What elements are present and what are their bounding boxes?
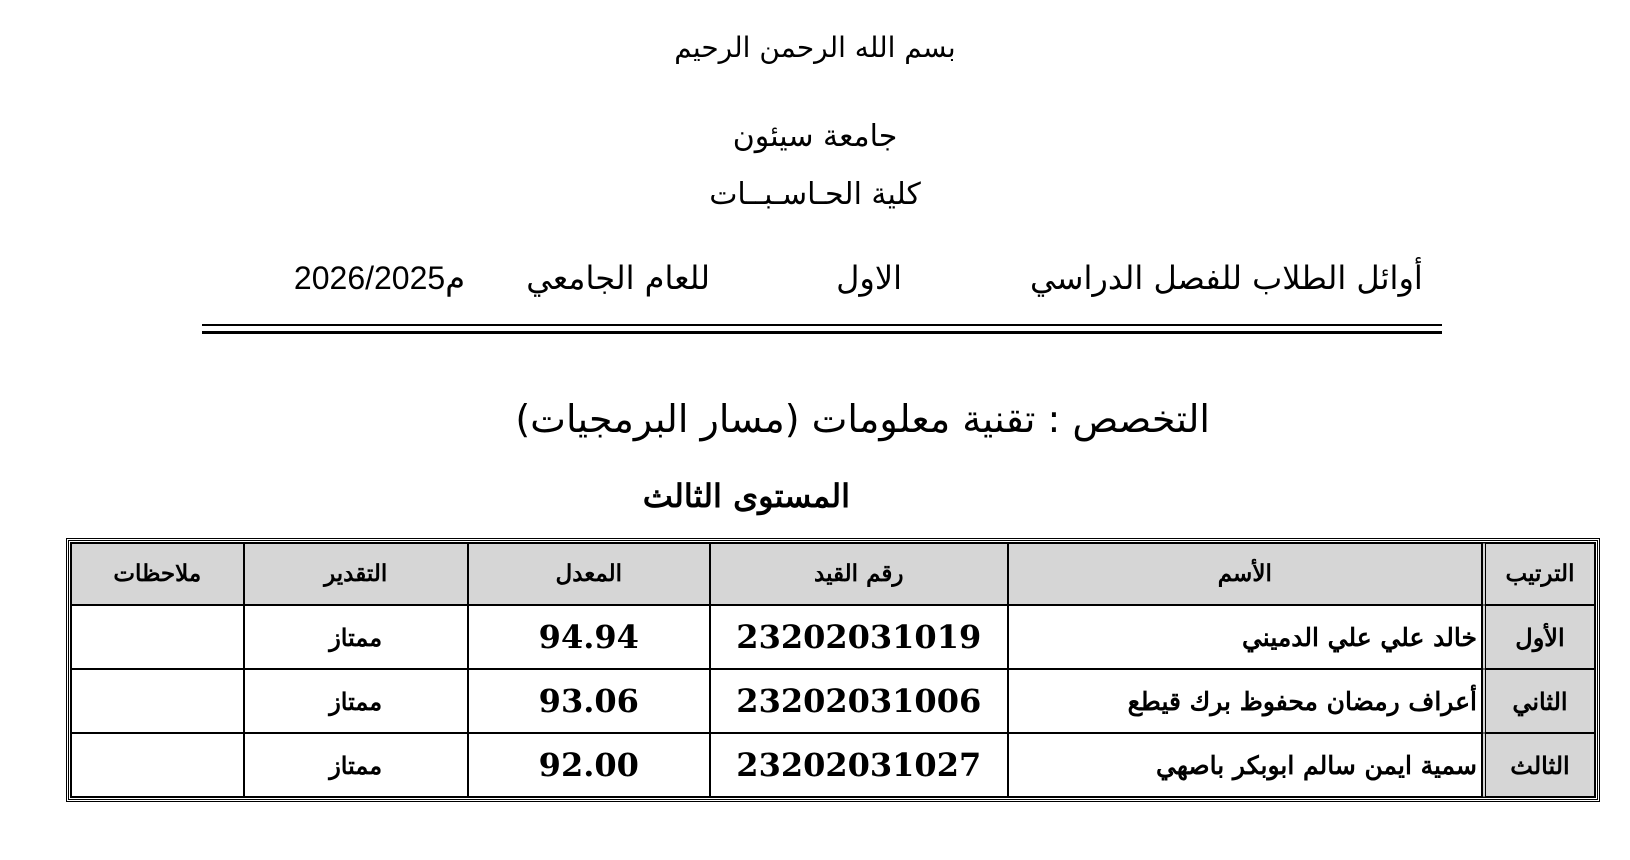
header-divider-bottom [202, 331, 1442, 334]
specialization-title: التخصص : تقنية معلومات (مسار البرمجيات) [515, 397, 1210, 441]
cell-notes [71, 733, 244, 797]
table-row [71, 733, 1595, 797]
table-row [71, 605, 1595, 669]
semester-value: الاول [836, 259, 902, 297]
header-rank: الترتيب [1482, 543, 1595, 605]
level-title: المستوى الثالث [642, 477, 850, 515]
header-grade: التقدير [244, 543, 468, 605]
cell-reg-no: 23202031019 [710, 605, 1008, 669]
cell-gpa: 94.94 [468, 605, 710, 669]
cell-name: خالد علي علي الدميني [1008, 605, 1482, 669]
basmala-heading: بسم الله الرحمن الرحيم [674, 31, 956, 64]
academic-year-label: للعام الجامعي [526, 259, 710, 297]
cell-notes [71, 605, 244, 669]
header-gpa: المعدل [468, 543, 710, 605]
semester-label: أوائل الطلاب للفصل الدراسي [1030, 259, 1423, 297]
header-divider-top [202, 324, 1442, 326]
cell-reg-no: 23202031006 [710, 669, 1008, 733]
header-reg-no: رقم القيد [710, 543, 1008, 605]
cell-grade: ممتاز [244, 669, 468, 733]
cell-name: أعراف رمضان محفوظ برك قيطع [1008, 669, 1482, 733]
cell-rank: الأول [1482, 605, 1595, 669]
table-header-row [71, 543, 1595, 605]
cell-rank: الثاني [1482, 669, 1595, 733]
cell-rank: الثالث [1482, 733, 1595, 797]
header-name: الأسم [1008, 543, 1482, 605]
cell-name: سمية ايمن سالم ابوبكر باصهي [1008, 733, 1482, 797]
cell-notes [71, 669, 244, 733]
academic-year-value: 2026/2025م [293, 260, 465, 296]
cell-reg-no: 23202031027 [710, 733, 1008, 797]
cell-grade: ممتاز [244, 605, 468, 669]
cell-gpa: 92.00 [468, 733, 710, 797]
college-name: كلية الحـاسـبــات [709, 177, 921, 212]
cell-gpa: 93.06 [468, 669, 710, 733]
university-name: جامعة سيئون [732, 119, 898, 154]
header-notes: ملاحظات [71, 543, 244, 605]
cell-grade: ممتاز [244, 733, 468, 797]
top-students-table [68, 540, 1598, 800]
table-row [71, 669, 1595, 733]
